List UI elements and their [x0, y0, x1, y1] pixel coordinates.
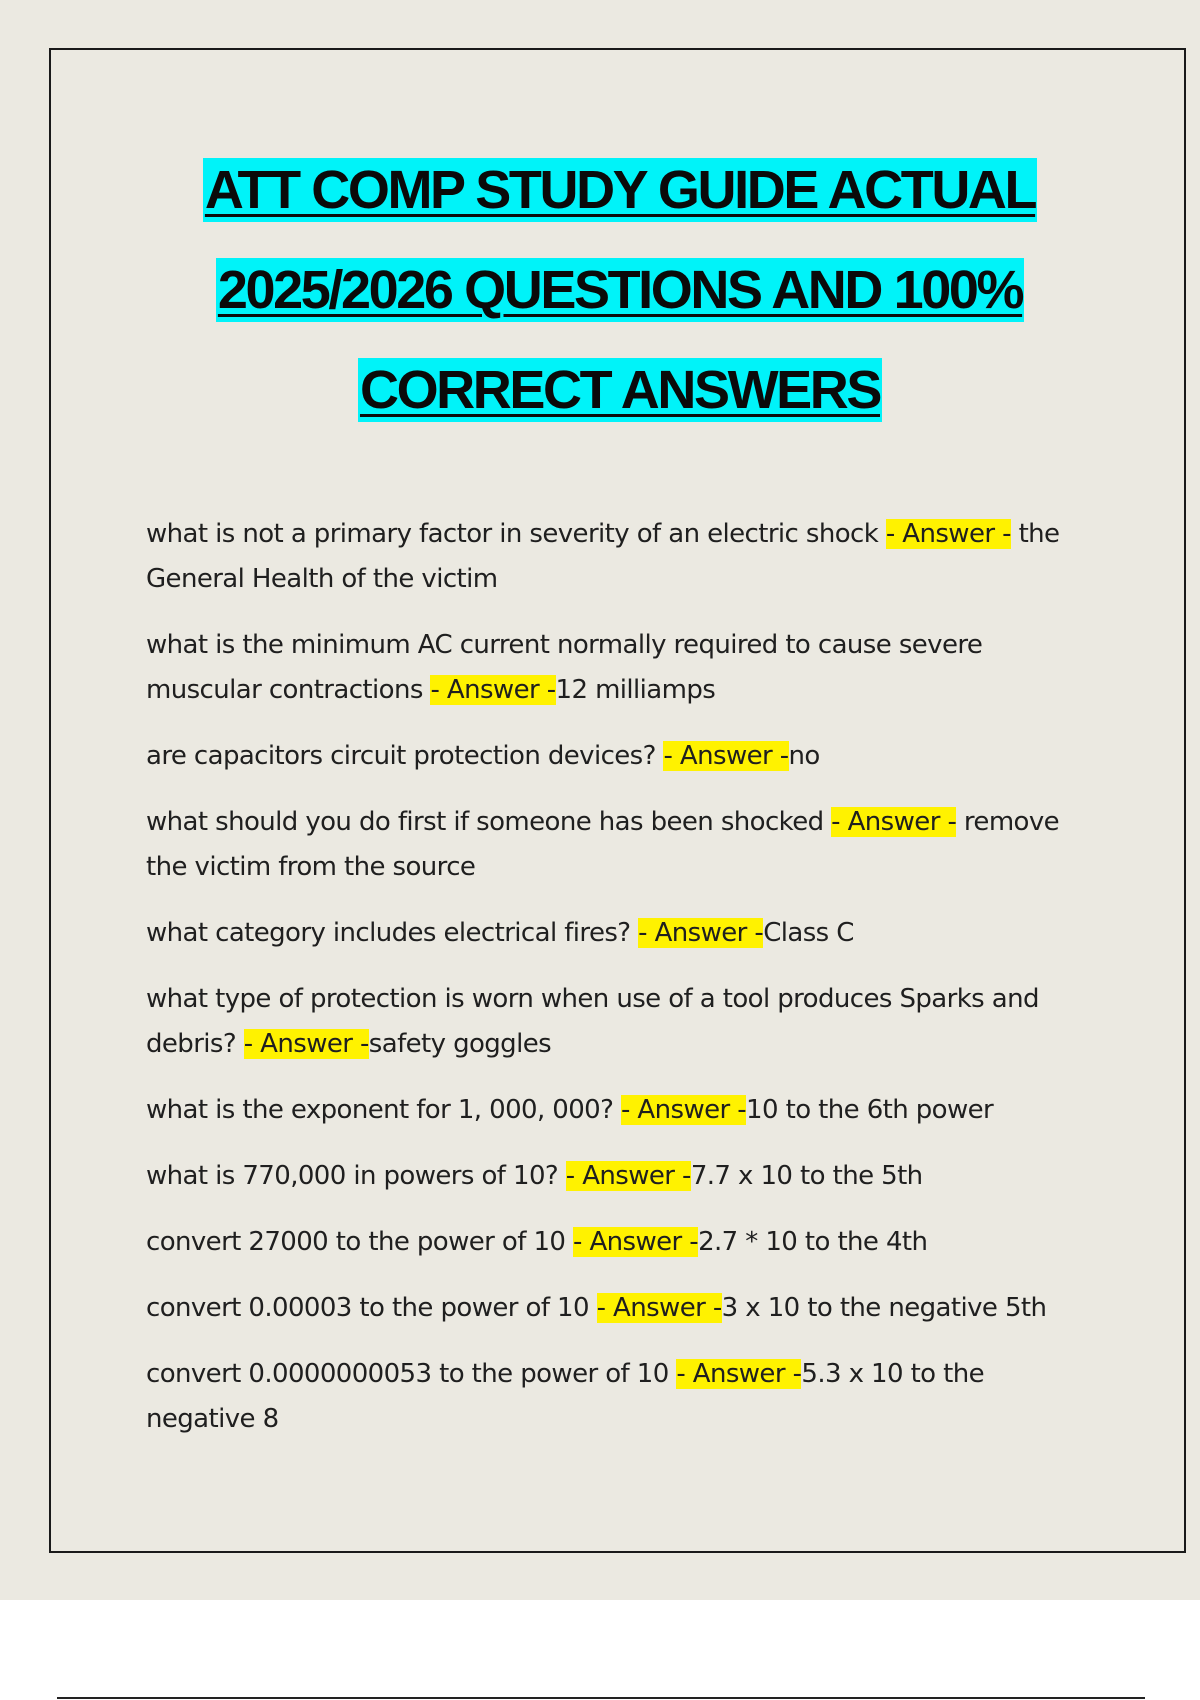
- question-text: what is not a primary factor in severity of an electric shock: [146, 519, 886, 549]
- qa-item: [146, 977, 1096, 1067]
- question-text: what should you do first if someone has been shocked: [146, 807, 832, 837]
- answer-label: - Answer -: [638, 918, 764, 948]
- answer-text: 2.7 * 10 to the 4th: [698, 1227, 928, 1257]
- question-text: what type of protection is worn when use of a tool produces Sparks and debris?: [146, 984, 1039, 1059]
- question-text: are capacitors circuit protection devices?: [146, 741, 664, 771]
- answer-label: - Answer -: [565, 1161, 691, 1191]
- answer-text: Class C: [763, 918, 854, 948]
- question-text: convert 0.0000000053 to the power of 10: [146, 1359, 677, 1389]
- question-text: what category includes electrical fires?: [146, 918, 639, 948]
- answer-label: - Answer -: [596, 1293, 722, 1323]
- qa-list: [146, 512, 1096, 1463]
- qa-item: [146, 512, 1096, 602]
- title-line-3: CORRECT ANSWERS: [359, 360, 880, 420]
- answer-label: - Answer -: [676, 1359, 802, 1389]
- qa-item: [146, 800, 1096, 890]
- answer-text: 7.7 x 10 to the 5th: [690, 1161, 923, 1191]
- qa-item: [146, 623, 1096, 713]
- answer-label: - Answer -: [243, 1029, 369, 1059]
- answer-text: the General Health of the victim: [146, 519, 1060, 594]
- qa-item: [146, 1154, 1096, 1199]
- qa-item: [146, 1286, 1096, 1331]
- answer-label: - Answer -: [430, 675, 556, 705]
- answer-text: 12 milliamps: [555, 675, 716, 705]
- document-title: [60, 140, 1180, 440]
- qa-item: [146, 911, 1096, 956]
- answer-text: safety goggles: [368, 1029, 552, 1059]
- qa-item: [146, 1088, 1096, 1133]
- answer-text: remove the victim from the source: [146, 807, 1060, 882]
- qa-item: [146, 734, 1096, 779]
- answer-label: - Answer -: [885, 519, 1011, 549]
- answer-text: 10 to the 6th power: [746, 1095, 994, 1125]
- answer-label: - Answer -: [663, 741, 789, 771]
- title-line-2: 2025/2026 QUESTIONS AND 100%: [217, 260, 1023, 320]
- title-line-1: ATT COMP STUDY GUIDE ACTUAL: [204, 160, 1036, 220]
- answer-label: - Answer -: [831, 807, 957, 837]
- answer-label: - Answer -: [620, 1095, 747, 1125]
- qa-item: [146, 1220, 1096, 1265]
- question-text: convert 27000 to the power of 10: [146, 1227, 573, 1257]
- question-text: what is the minimum AC current normally required to cause severe muscular contractions: [146, 630, 983, 705]
- question-text: what is the exponent for 1, 000, 000?: [146, 1095, 621, 1125]
- answer-text: no: [788, 741, 820, 771]
- answer-text: 3 x 10 to the negative 5th: [721, 1293, 1047, 1323]
- question-text: convert 0.00003 to the power of 10: [146, 1293, 597, 1323]
- answer-label: - Answer -: [573, 1227, 699, 1257]
- qa-item: [146, 1352, 1096, 1442]
- question-text: what is 770,000 in powers of 10?: [146, 1161, 566, 1191]
- answer-text: 5.3 x 10 to the negative 8: [146, 1359, 985, 1434]
- bottom-divider: [57, 1697, 1145, 1699]
